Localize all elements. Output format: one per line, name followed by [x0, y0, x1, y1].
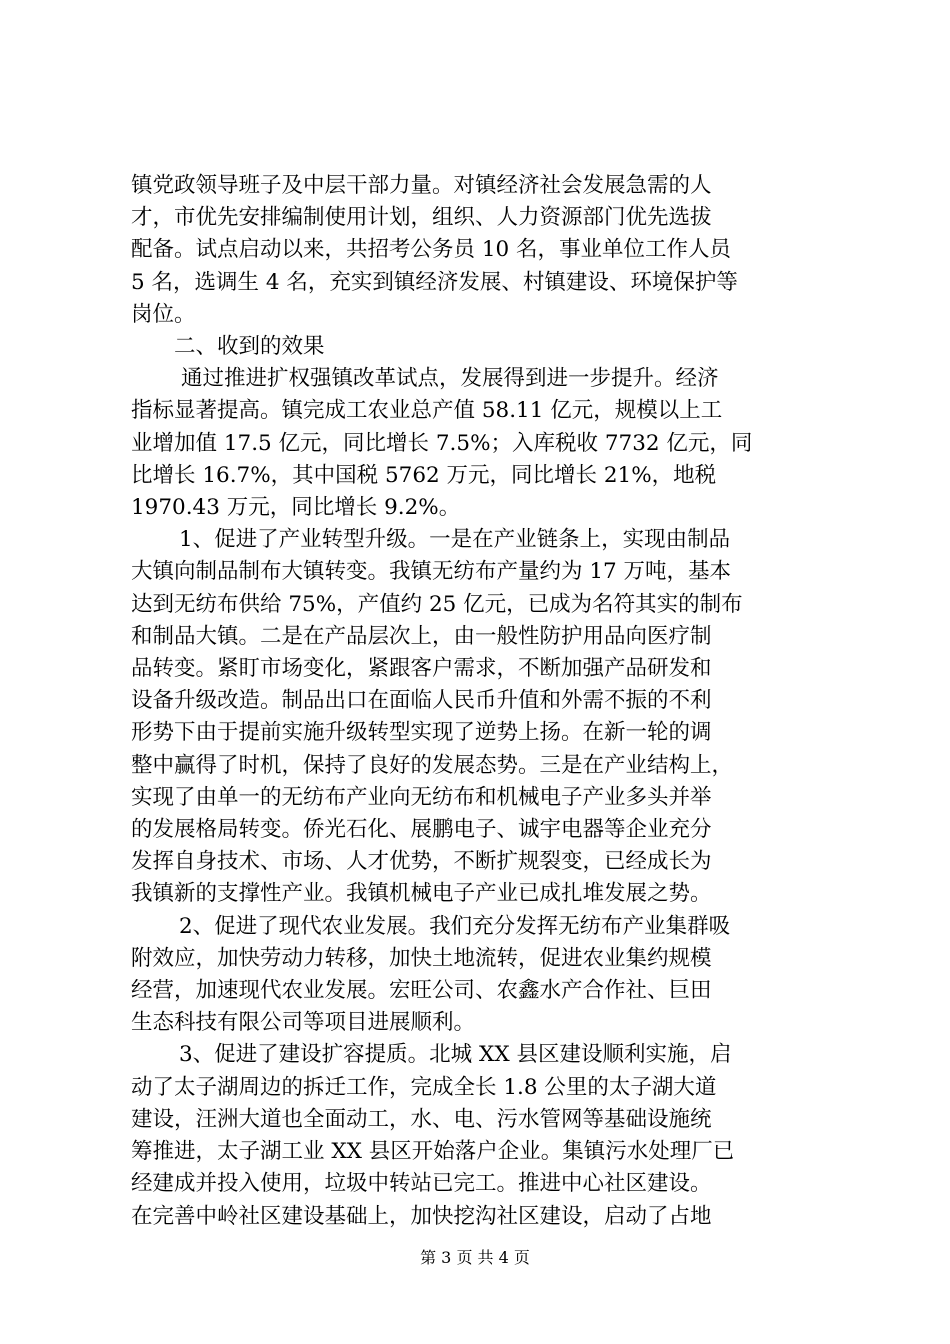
text-line: 我镇新的支撑性产业。我镇机械电子产业已成扎堆发展之势。 — [131, 881, 712, 907]
text-line: 配备。试点启动以来，共招考公务员 10 名，事业单位工作人员 — [131, 237, 732, 263]
text-line: 5 名，选调生 4 名，充实到镇经济发展、村镇建设、环境保护等 — [131, 269, 738, 295]
text-line: 和制品大镇。二是在产品层次上，由一般性防护用品向医疗制 — [131, 623, 712, 649]
paragraph-continued — [131, 170, 831, 331]
page-number-label: 第 3 页 共 4 页 — [420, 1248, 530, 1267]
text-line: 建设，汪洲大道也全面动工，水、电、污水管网等基础设施统 — [131, 1106, 712, 1132]
paragraph-item-1 — [131, 524, 831, 910]
text-line: 整中赢得了时机，保持了良好的发展态势。三是在产业结构上， — [131, 752, 734, 778]
text-line: 生态科技有限公司等项目进展顺利。 — [131, 1010, 476, 1036]
paragraph-item-3 — [131, 1039, 831, 1232]
text-line: 岗位。 — [131, 301, 196, 327]
text-line: 在完善中岭社区建设基础上，加快挖沟社区建设，启动了占地 — [131, 1203, 712, 1229]
text-line: 才，市优先安排编制使用计划，组织、人力资源部门优先选拔 — [131, 205, 712, 231]
text-line: 筹推进，太子湖工业 XX 县区开始落户企业。集镇污水处理厂已 — [131, 1139, 735, 1165]
text-line: 经建成并投入使用，垃圾中转站已完工。推进中心社区建设。 — [131, 1171, 712, 1197]
page-footer — [0, 1245, 950, 1268]
text-line: 3、促进了建设扩容提质。北城 XX 县区建设顺利实施，启 — [179, 1042, 732, 1068]
text-line: 动了太子湖周边的拆迁工作，完成全长 1.8 公里的太子湖大道 — [131, 1074, 717, 1100]
text-line: 达到无纺布供给 75%，产值约 25 亿元，已成为名符其实的制布 — [131, 591, 743, 617]
section-heading-text: 二、收到的效果 — [174, 334, 325, 360]
text-line: 2、促进了现代农业发展。我们充分发挥无纺布产业集群吸 — [179, 913, 731, 939]
section-heading — [131, 331, 831, 363]
text-line: 镇党政领导班子及中层干部力量。对镇经济社会发展急需的人 — [131, 173, 712, 198]
paragraph-item-2 — [131, 911, 831, 1040]
text-line: 实现了由单一的无纺布产业向无纺布和机械电子产业多头并举 — [131, 784, 712, 810]
text-line: 大镇向制品制布大镇转变。我镇无纺布产量约为 17 万吨，基本 — [131, 559, 732, 585]
text-line: 品转变。紧盯市场变化，紧跟客户需求，不断加强产品研发和 — [131, 656, 712, 682]
text-line: 指标显著提高。镇完成工农业总产值 58.11 亿元，规模以上工 — [131, 398, 723, 424]
text-line: 发挥自身技术、市场、人才优势，不断扩规裂变，已经成长为 — [131, 849, 712, 875]
document-body — [131, 170, 831, 1233]
text-line: 的发展格局转变。侨光石化、展鹏电子、诚宇电器等企业充分 — [131, 817, 712, 843]
text-line: 通过推进扩权强镇改革试点，发展得到进一步提升。经济 — [181, 366, 719, 392]
text-line: 附效应，加快劳动力转移，加快土地流转，促进农业集约规模 — [131, 945, 712, 971]
text-line: 设备升级改造。制品出口在面临人民币升值和外需不振的不利 — [131, 688, 712, 714]
text-line: 形势下由于提前实施升级转型实现了逆势上扬。在新一轮的调 — [131, 720, 712, 746]
text-line: 经营，加速现代农业发展。宏旺公司、农鑫水产合作社、巨田 — [131, 978, 712, 1004]
text-line: 1、促进了产业转型升级。一是在产业链条上，实现由制品 — [179, 527, 731, 553]
paragraph-effects — [131, 363, 831, 524]
text-line: 比增长 16.7%，其中国税 5762 万元，同比增长 21%，地税 — [131, 462, 717, 488]
text-line: 业增加值 17.5 亿元，同比增长 7.5%；入库税收 7732 亿元，同 — [131, 430, 753, 456]
text-line: 1970.43 万元，同比增长 9.2%。 — [131, 495, 461, 521]
